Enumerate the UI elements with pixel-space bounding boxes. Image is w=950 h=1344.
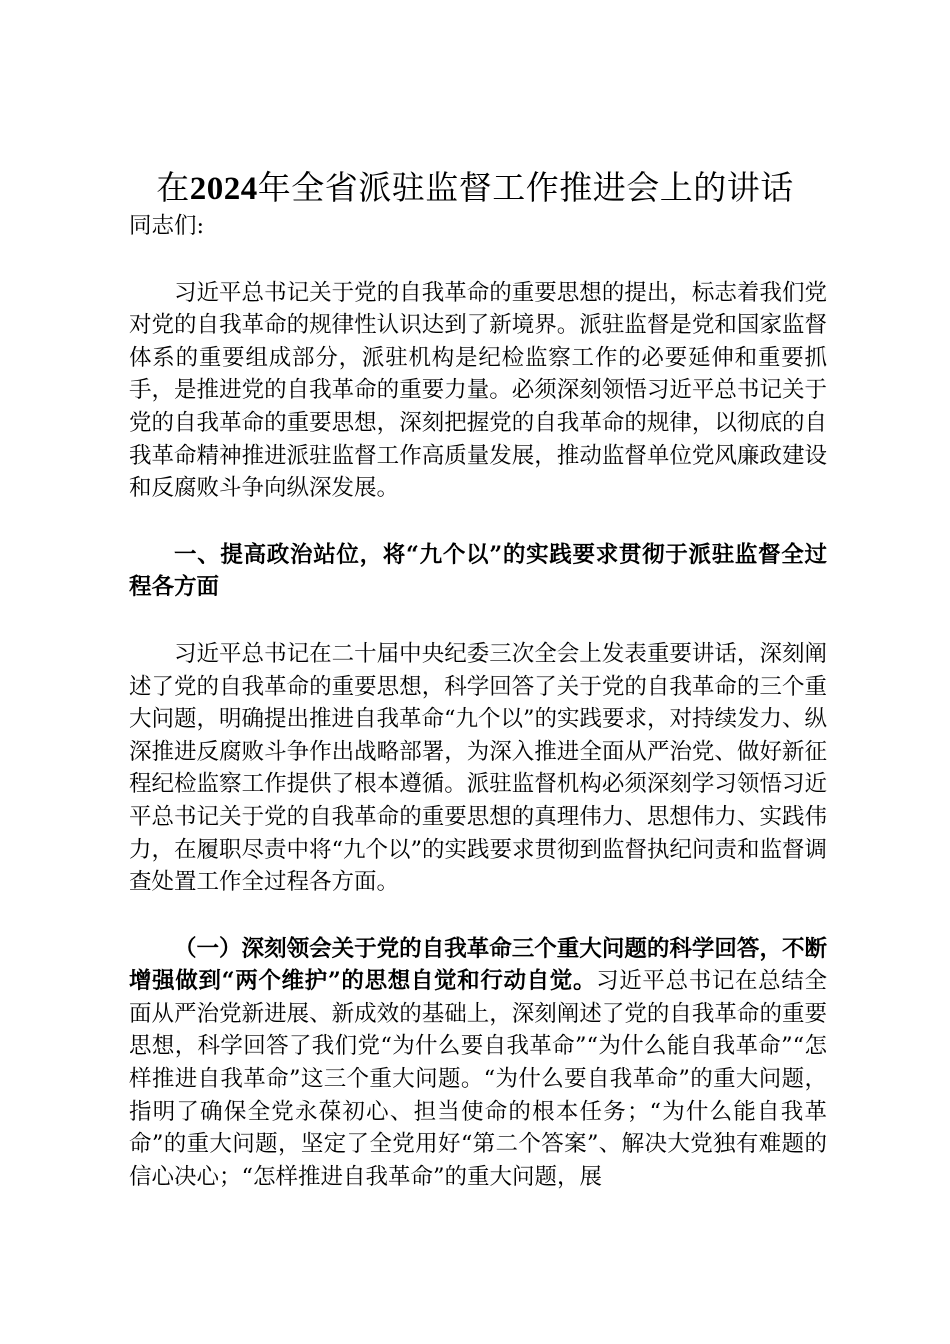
subsection-1-heading: （一）深刻领会关于党的自我革命三个重大问题的科学回答，不断增强做到“两个维护”的思想自觉和行动自觉。 [129,935,827,995]
document-body [129,210,827,1193]
title-suffix: 年全省派驻监督工作推进会上的讲话 [257,168,794,207]
subsection-1-paragraph [129,933,827,1194]
subsection-1-body: 习近平总书记在总结全面从严治党新进展、新成效的基础上，深刻阐述了党的自我革命的重要思想，科学回答了我们党“为什么要自我革命”“为什么能自我革命”“怎样推进自我革命”这三个重大问题。“为什么要自我革命”的重大问题，指明了确保全党永葆初心、担当使命的根本任务；“为什么能自我革命”的重大问题，坚定了全党用好“第二个答案”、解决大党独有难题的信心决心；“怎样推进自我革命”的重大问题，展 [129,968,827,1190]
title-year: 2024 [189,171,258,207]
intro-paragraph: 习近平总书记关于党的自我革命的重要思想的提出，标志着我们党对党的自我革命的规律性认识达到了新境界。派驻监督是党和国家监督体系的重要组成部分，派驻机构是纪检监察工作的必要延伸和重要抓手，是推进党的自我革命的重要力量。必须深刻领悟习近平总书记关于党的自我革命的重要思想，深刻把握党的自我革命的规律，以彻底的自我革命精神推进派驻监督工作高质量发展，推动监督单位党风廉政建设和反腐败斗争向纵深发展。 [129,279,827,502]
section-1-paragraph: 习近平总书记在二十届中央纪委三次全会上发表重要讲话，深刻阐述了党的自我革命的重要思想，科学回答了关于党的自我革命的三个重大问题，明确提出推进自我革命“九个以”的实践要求，对持续发力、纵深推进反腐败斗争作出战略部署，为深入推进全面从严治党、做好新征程纪检监察工作提供了根本遵循。派驻监督机构必须深刻学习领悟习近平总书记关于党的自我革命的重要思想的真理伟力、思想伟力、实践伟力，在履职尽责中将“九个以”的实践要求贯彻到监督执纪问责和监督调查处置工作全过程各方面。 [129,640,828,896]
title-prefix: 在 [156,168,190,207]
section-1-heading: 一、提高政治站位，将“九个以”的实践要求贯彻于派驻监督全过程各方面 [129,541,827,601]
page-title [0,166,950,211]
salutation: 同志们: [129,213,205,239]
